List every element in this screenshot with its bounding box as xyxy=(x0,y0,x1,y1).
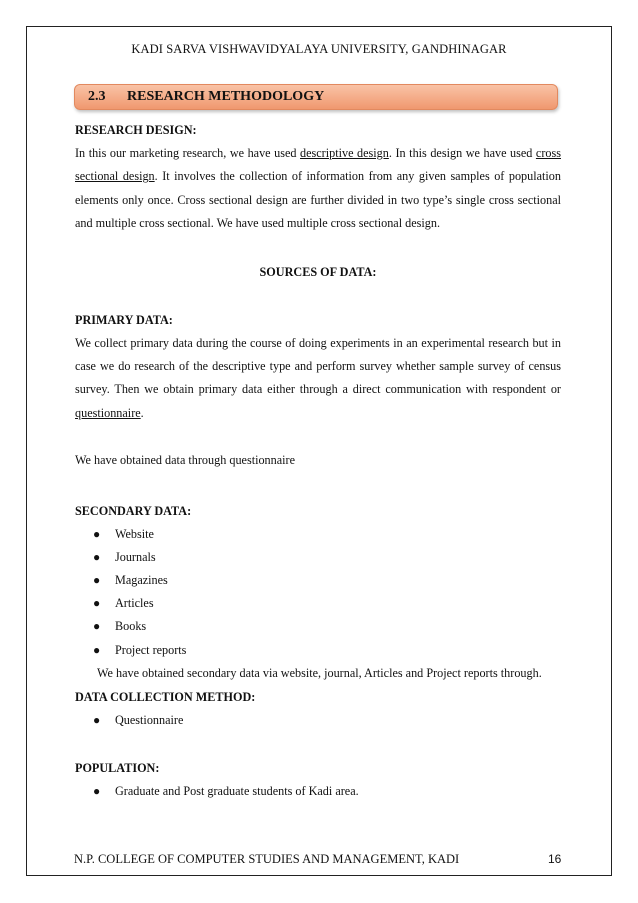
population-heading: POPULATION: xyxy=(75,761,160,776)
primary-data-paragraph xyxy=(75,332,561,426)
text-run: We collect primary data during the course of doing experiments in an experimental research but in case we do research of the descriptive type and perform survey whether sample survey of census survey. Then we obtain primary data either through a direct communication with respondent or xyxy=(75,335,561,397)
list-item-text: Books xyxy=(115,619,147,634)
bullet-icon: ● xyxy=(93,713,101,728)
list-item xyxy=(75,615,561,638)
text-run: . In this design we have used xyxy=(388,146,536,160)
descriptive-design-link[interactable]: descriptive design xyxy=(300,146,389,160)
page-number: 16 xyxy=(548,852,562,866)
secondary-data-heading: SECONDARY DATA: xyxy=(75,503,192,518)
cross-sectional-design-link[interactable]: cross sectional design xyxy=(75,146,561,184)
list-item-text: Graduate and Post graduate students of Kadi area. xyxy=(115,784,359,799)
bullet-icon: ● xyxy=(93,619,101,634)
section-banner xyxy=(74,84,558,110)
list-item xyxy=(75,709,561,732)
list-item-text: Journals xyxy=(115,549,156,564)
page-footer: N.P. COLLEGE OF COMPUTER STUDIES AND MANAGEMENT, KADI xyxy=(74,852,460,866)
bullet-icon: ● xyxy=(93,642,101,657)
bullet-icon: ● xyxy=(93,526,101,541)
primary-data-heading: PRIMARY DATA: xyxy=(75,312,173,327)
collection-method-list xyxy=(75,709,561,732)
population-list xyxy=(75,780,561,803)
list-item xyxy=(75,592,561,615)
list-item-text: Website xyxy=(115,526,154,541)
questionnaire-link[interactable]: questionnaire xyxy=(75,405,141,420)
section-number: 2.3 xyxy=(88,89,106,104)
secondary-data-note: We have obtained secondary data via website, journal, Articles and Project reports through. xyxy=(97,665,542,680)
list-item-text: Articles xyxy=(115,596,154,611)
page-header: KADI SARVA VISHWAVIDYALAYA UNIVERSITY, GANDHINAGAR xyxy=(131,42,507,56)
text-run: In this our marketing research, we have used xyxy=(75,146,301,160)
bullet-icon: ● xyxy=(93,549,101,564)
sources-heading: SOURCES OF DATA: xyxy=(259,264,377,279)
bullet-icon: ● xyxy=(93,784,101,799)
bullet-icon: ● xyxy=(93,596,101,611)
list-item xyxy=(75,780,561,803)
list-item xyxy=(75,523,561,546)
collection-method-heading: DATA COLLECTION METHOD: xyxy=(75,690,256,705)
list-item-text: Magazines xyxy=(115,573,168,588)
list-item-text: Project reports xyxy=(115,642,187,657)
bullet-icon: ● xyxy=(93,573,101,588)
document-body xyxy=(75,118,561,804)
section-title: RESEARCH METHODOLOGY xyxy=(127,89,325,104)
list-item xyxy=(75,569,561,592)
secondary-data-list xyxy=(75,523,561,662)
text-run: . xyxy=(140,405,144,420)
list-item xyxy=(75,546,561,569)
research-design-heading: RESEARCH DESIGN: xyxy=(75,123,197,137)
research-design-paragraph xyxy=(75,142,561,236)
text-run: . It involves the collection of information from any given samples of population elements only once. Cross sectional design are further divided in two type’s single cross sectional and multiple cross sectional. We have used multiple cross sectional design. xyxy=(75,169,561,231)
list-item-text: Questionnaire xyxy=(115,713,184,728)
list-item xyxy=(75,639,561,662)
primary-data-note: We have obtained data through questionnaire xyxy=(75,453,296,468)
